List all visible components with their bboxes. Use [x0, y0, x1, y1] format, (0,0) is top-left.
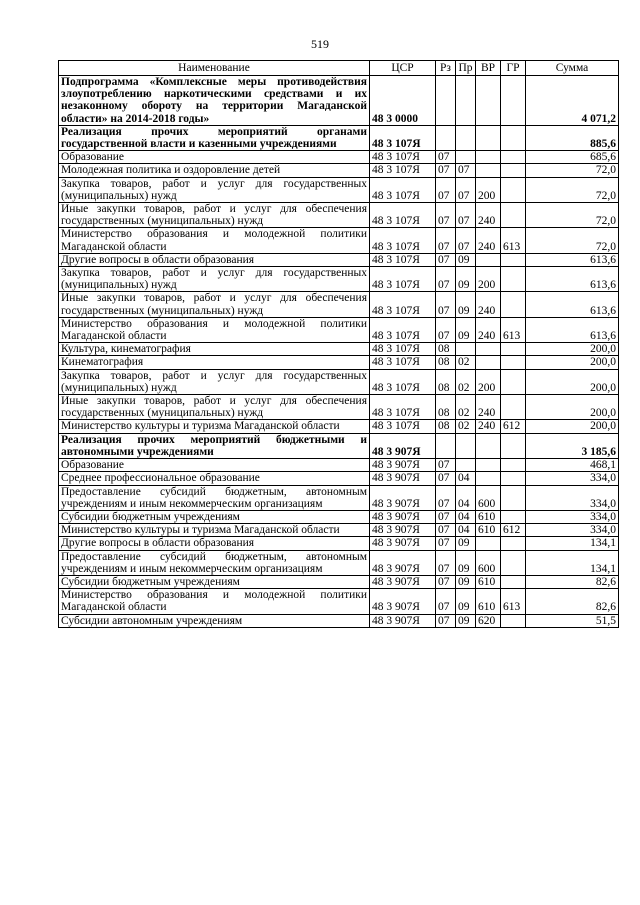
cell-rz: 07 — [436, 267, 456, 292]
cell-rz: 07 — [436, 485, 456, 510]
cell-sum: 51,5 — [526, 614, 619, 627]
cell-sum: 134,1 — [526, 537, 619, 550]
cell-gr — [501, 537, 526, 550]
header-csr: ЦСР — [370, 61, 436, 76]
cell-name: Закупка товаров, работ и услуг для государственных (муниципальных) нужд — [59, 267, 370, 292]
cell-sum: 334,0 — [526, 510, 619, 523]
table-row — [59, 433, 619, 458]
table-row — [59, 317, 619, 342]
table-row — [59, 550, 619, 575]
cell-name: Закупка товаров, работ и услуг для государственных (муниципальных) нужд — [59, 369, 370, 394]
table-row — [59, 459, 619, 472]
cell-vr — [476, 343, 501, 356]
cell-sum: 200,0 — [526, 343, 619, 356]
cell-pr: 07 — [456, 203, 476, 228]
cell-gr — [501, 510, 526, 523]
cell-pr: 04 — [456, 472, 476, 485]
cell-name: Субсидии бюджетным учреждениям — [59, 510, 370, 523]
cell-gr — [501, 125, 526, 150]
cell-name: Иные закупки товаров, работ и услуг для обеспечения государственных (муниципальных) нужд — [59, 203, 370, 228]
cell-vr — [476, 356, 501, 369]
cell-pr: 07 — [456, 164, 476, 177]
cell-csr: 48 3 107Я — [370, 356, 436, 369]
cell-name: Предоставление субсидий бюджетным, автономным учреждениям и иным некоммерческим организациям — [59, 485, 370, 510]
cell-rz: 07 — [436, 589, 456, 614]
cell-rz: 08 — [436, 395, 456, 420]
cell-vr — [476, 164, 501, 177]
cell-pr: 07 — [456, 228, 476, 253]
cell-name: Другие вопросы в области образования — [59, 253, 370, 266]
cell-gr: 612 — [501, 420, 526, 433]
cell-csr: 48 3 907Я — [370, 459, 436, 472]
cell-rz: 07 — [436, 203, 456, 228]
cell-sum: 685,6 — [526, 151, 619, 164]
cell-gr — [501, 575, 526, 588]
cell-name: Молодежная политика и оздоровление детей — [59, 164, 370, 177]
cell-gr — [501, 356, 526, 369]
cell-csr: 48 3 107Я — [370, 292, 436, 317]
cell-csr: 48 3 107Я — [370, 317, 436, 342]
header-pr: Пр — [456, 61, 476, 76]
cell-name: Другие вопросы в области образования — [59, 537, 370, 550]
cell-pr: 04 — [456, 510, 476, 523]
cell-rz: 08 — [436, 356, 456, 369]
cell-pr: 02 — [456, 369, 476, 394]
cell-vr — [476, 472, 501, 485]
cell-rz: 07 — [436, 317, 456, 342]
cell-pr: 09 — [456, 267, 476, 292]
cell-name: Кинематография — [59, 356, 370, 369]
page-number: 519 — [311, 37, 329, 51]
cell-name: Министерство культуры и туризма Магаданской области — [59, 420, 370, 433]
table-row — [59, 614, 619, 627]
table-row — [59, 589, 619, 614]
cell-pr: 09 — [456, 317, 476, 342]
cell-sum: 200,0 — [526, 356, 619, 369]
cell-gr — [501, 395, 526, 420]
cell-vr — [476, 125, 501, 150]
cell-vr: 240 — [476, 292, 501, 317]
cell-rz: 07 — [436, 575, 456, 588]
cell-gr — [501, 164, 526, 177]
cell-sum: 72,0 — [526, 164, 619, 177]
cell-pr: 07 — [456, 177, 476, 202]
cell-pr — [456, 343, 476, 356]
header-sum: Сумма — [526, 61, 619, 76]
cell-gr — [501, 343, 526, 356]
cell-sum: 334,0 — [526, 524, 619, 537]
cell-name: Реализация прочих мероприятий органами государственной власти и казенными учреждениями — [59, 125, 370, 150]
cell-vr: 240 — [476, 203, 501, 228]
cell-name: Министерство образования и молодежной политики Магаданской области — [59, 589, 370, 614]
cell-name: Подпрограмма «Комплексные меры противодействия злоупотреблению наркотическими средствами и их незаконному обороту на территории Магаданской области» на 2014-2018 годы» — [59, 76, 370, 126]
cell-csr: 48 3 107Я — [370, 369, 436, 394]
table-row — [59, 164, 619, 177]
cell-vr: 200 — [476, 267, 501, 292]
cell-gr — [501, 472, 526, 485]
cell-pr — [456, 459, 476, 472]
cell-sum: 82,6 — [526, 575, 619, 588]
cell-sum: 82,6 — [526, 589, 619, 614]
cell-pr — [456, 125, 476, 150]
cell-vr: 240 — [476, 317, 501, 342]
cell-sum: 200,0 — [526, 420, 619, 433]
cell-sum: 885,6 — [526, 125, 619, 150]
cell-gr: 612 — [501, 524, 526, 537]
cell-name: Субсидии автономным учреждениям — [59, 614, 370, 627]
cell-sum: 72,0 — [526, 228, 619, 253]
cell-rz: 08 — [436, 369, 456, 394]
cell-name: Иные закупки товаров, работ и услуг для обеспечения государственных (муниципальных) нужд — [59, 395, 370, 420]
cell-rz: 07 — [436, 510, 456, 523]
cell-gr: 613 — [501, 589, 526, 614]
cell-rz: 07 — [436, 228, 456, 253]
cell-csr: 48 3 0000 — [370, 76, 436, 126]
cell-pr: 09 — [456, 589, 476, 614]
cell-csr: 48 3 907Я — [370, 537, 436, 550]
cell-sum: 200,0 — [526, 395, 619, 420]
cell-csr: 48 3 907Я — [370, 589, 436, 614]
table-row — [59, 510, 619, 523]
cell-vr: 200 — [476, 177, 501, 202]
cell-pr: 09 — [456, 537, 476, 550]
cell-vr — [476, 537, 501, 550]
table-row — [59, 356, 619, 369]
cell-rz: 07 — [436, 472, 456, 485]
table-row — [59, 76, 619, 126]
cell-csr: 48 3 107Я — [370, 420, 436, 433]
header-name: Наименование — [59, 61, 370, 76]
cell-rz: 07 — [436, 614, 456, 627]
cell-csr: 48 3 907Я — [370, 472, 436, 485]
cell-rz — [436, 433, 456, 458]
cell-gr — [501, 369, 526, 394]
cell-vr: 200 — [476, 369, 501, 394]
table-row — [59, 343, 619, 356]
cell-pr: 09 — [456, 614, 476, 627]
cell-csr: 48 3 107Я — [370, 164, 436, 177]
cell-sum: 72,0 — [526, 177, 619, 202]
cell-vr: 620 — [476, 614, 501, 627]
table-row — [59, 151, 619, 164]
cell-name: Культура, кинематография — [59, 343, 370, 356]
cell-gr — [501, 203, 526, 228]
table-header-row — [59, 61, 619, 76]
cell-sum: 200,0 — [526, 369, 619, 394]
cell-pr: 09 — [456, 253, 476, 266]
cell-csr: 48 3 907Я — [370, 433, 436, 458]
cell-rz: 07 — [436, 524, 456, 537]
table-row — [59, 125, 619, 150]
cell-gr — [501, 292, 526, 317]
table-row — [59, 537, 619, 550]
cell-csr: 48 3 107Я — [370, 395, 436, 420]
table-row — [59, 472, 619, 485]
cell-vr: 240 — [476, 395, 501, 420]
cell-name: Министерство образования и молодежной политики Магаданской области — [59, 317, 370, 342]
cell-csr: 48 3 907Я — [370, 614, 436, 627]
cell-rz: 07 — [436, 459, 456, 472]
cell-rz: 07 — [436, 177, 456, 202]
table-row — [59, 292, 619, 317]
cell-vr: 600 — [476, 550, 501, 575]
cell-vr: 610 — [476, 510, 501, 523]
cell-name: Среднее профессиональное образование — [59, 472, 370, 485]
cell-name: Закупка товаров, работ и услуг для государственных (муниципальных) нужд — [59, 177, 370, 202]
cell-rz: 07 — [436, 253, 456, 266]
cell-name: Образование — [59, 459, 370, 472]
cell-csr: 48 3 107Я — [370, 228, 436, 253]
cell-rz: 08 — [436, 343, 456, 356]
cell-gr: 613 — [501, 228, 526, 253]
cell-pr: 02 — [456, 395, 476, 420]
cell-vr — [476, 253, 501, 266]
header-rz: Рз — [436, 61, 456, 76]
cell-vr: 610 — [476, 524, 501, 537]
cell-name: Министерство образования и молодежной политики Магаданской области — [59, 228, 370, 253]
table-row — [59, 203, 619, 228]
cell-pr: 04 — [456, 524, 476, 537]
cell-vr: 240 — [476, 420, 501, 433]
cell-gr — [501, 267, 526, 292]
cell-pr: 02 — [456, 356, 476, 369]
table-row — [59, 420, 619, 433]
table-row — [59, 253, 619, 266]
header-gr: ГР — [501, 61, 526, 76]
cell-gr — [501, 550, 526, 575]
cell-pr — [456, 433, 476, 458]
cell-vr — [476, 76, 501, 126]
cell-sum: 613,6 — [526, 253, 619, 266]
cell-gr — [501, 459, 526, 472]
cell-vr — [476, 459, 501, 472]
cell-vr: 600 — [476, 485, 501, 510]
cell-gr — [501, 151, 526, 164]
cell-csr: 48 3 107Я — [370, 267, 436, 292]
cell-vr — [476, 433, 501, 458]
cell-vr — [476, 151, 501, 164]
table-row — [59, 177, 619, 202]
cell-pr: 02 — [456, 420, 476, 433]
cell-gr — [501, 614, 526, 627]
cell-sum: 134,1 — [526, 550, 619, 575]
table-row — [59, 267, 619, 292]
cell-rz: 08 — [436, 420, 456, 433]
cell-name: Реализация прочих мероприятий бюджетными и автономными учреждениями — [59, 433, 370, 458]
table-row — [59, 369, 619, 394]
table-row — [59, 524, 619, 537]
cell-csr: 48 3 107Я — [370, 343, 436, 356]
cell-rz: 07 — [436, 151, 456, 164]
cell-csr: 48 3 907Я — [370, 550, 436, 575]
cell-sum: 72,0 — [526, 203, 619, 228]
cell-csr: 48 3 107Я — [370, 125, 436, 150]
cell-csr: 48 3 907Я — [370, 485, 436, 510]
cell-gr — [501, 76, 526, 126]
cell-csr: 48 3 907Я — [370, 510, 436, 523]
cell-csr: 48 3 107Я — [370, 253, 436, 266]
cell-rz — [436, 76, 456, 126]
table-row — [59, 228, 619, 253]
cell-vr: 610 — [476, 589, 501, 614]
cell-rz: 07 — [436, 164, 456, 177]
cell-csr: 48 3 907Я — [370, 575, 436, 588]
cell-name: Образование — [59, 151, 370, 164]
cell-pr: 04 — [456, 485, 476, 510]
cell-name: Иные закупки товаров, работ и услуг для обеспечения государственных (муниципальных) нужд — [59, 292, 370, 317]
budget-table — [58, 60, 619, 628]
cell-rz: 07 — [436, 292, 456, 317]
cell-rz: 07 — [436, 550, 456, 575]
cell-gr: 613 — [501, 317, 526, 342]
cell-sum: 3 185,6 — [526, 433, 619, 458]
cell-name: Субсидии бюджетным учреждениям — [59, 575, 370, 588]
cell-name: Предоставление субсидий бюджетным, автономным учреждениям и иным некоммерческим организациям — [59, 550, 370, 575]
cell-gr — [501, 485, 526, 510]
cell-pr: 09 — [456, 550, 476, 575]
table-row — [59, 575, 619, 588]
cell-sum: 4 071,2 — [526, 76, 619, 126]
cell-pr: 09 — [456, 575, 476, 588]
cell-gr — [501, 433, 526, 458]
cell-name: Министерство культуры и туризма Магаданской области — [59, 524, 370, 537]
cell-rz: 07 — [436, 537, 456, 550]
cell-pr — [456, 151, 476, 164]
cell-gr — [501, 253, 526, 266]
cell-sum: 613,6 — [526, 267, 619, 292]
cell-pr: 09 — [456, 292, 476, 317]
cell-gr — [501, 177, 526, 202]
cell-vr: 610 — [476, 575, 501, 588]
cell-sum: 613,6 — [526, 317, 619, 342]
header-vr: ВР — [476, 61, 501, 76]
cell-csr: 48 3 107Я — [370, 151, 436, 164]
cell-sum: 613,6 — [526, 292, 619, 317]
cell-sum: 468,1 — [526, 459, 619, 472]
table-row — [59, 485, 619, 510]
cell-vr: 240 — [476, 228, 501, 253]
cell-rz — [436, 125, 456, 150]
cell-csr: 48 3 907Я — [370, 524, 436, 537]
cell-sum: 334,0 — [526, 485, 619, 510]
cell-csr: 48 3 107Я — [370, 203, 436, 228]
cell-pr — [456, 76, 476, 126]
table-row — [59, 395, 619, 420]
cell-csr: 48 3 107Я — [370, 177, 436, 202]
cell-sum: 334,0 — [526, 472, 619, 485]
